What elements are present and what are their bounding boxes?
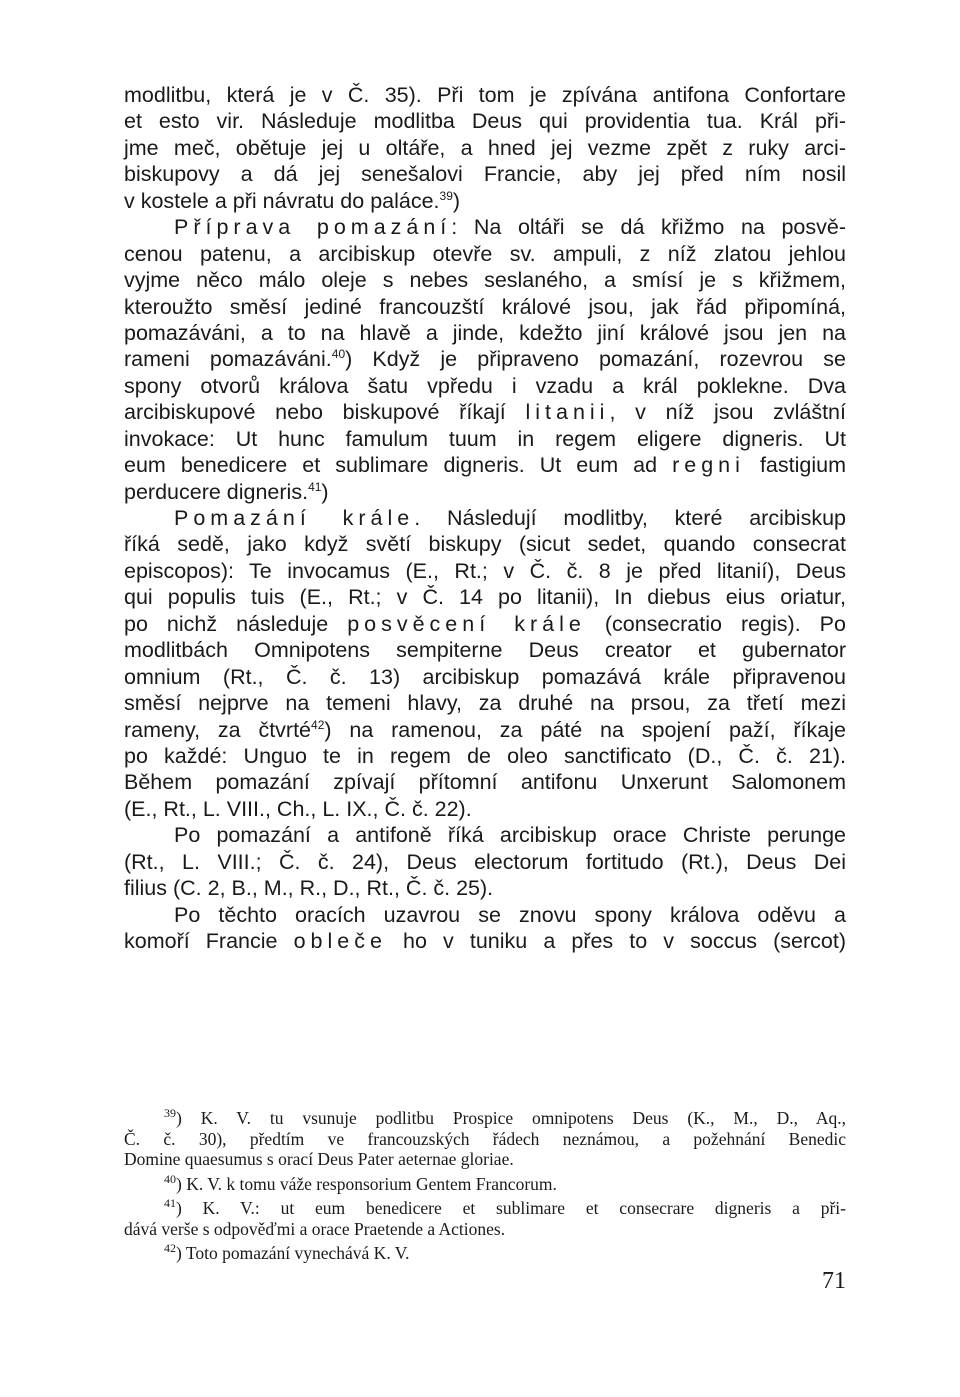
text-line: spony otvorů králova šatu vpředu i vzadu a král poklekne. Dva xyxy=(124,373,846,398)
text-line: perducere digneris.$^{41}$) xyxy=(124,479,329,504)
footnote-line: Domine quaesumus s orací Deus Pater aeternae gloriae. xyxy=(124,1149,514,1169)
footnote-ref: 41 xyxy=(308,479,322,494)
text-line: Příprava pomazání: Na oltáři se dá křižmo na posvě- xyxy=(174,215,846,240)
text-line: v kostele a při návratu do paláce.$^{39}$) xyxy=(124,188,461,213)
text-line: episcopos): Te invocamus (E., Rt.; v Č. č. 8 je před litanií), Deus xyxy=(124,558,846,583)
text-line: et esto vir. Následuje modlitba Deus qui providentia tua. Král při- xyxy=(124,109,846,134)
footnote-ref: 40 xyxy=(331,347,346,362)
footnotes xyxy=(124,1108,846,1264)
section-heading: Příprava pomazání xyxy=(174,215,452,240)
footnote-ref: 42 xyxy=(311,717,325,732)
text-line: cenou patenu, a arcibiskup otevře sv. ampuli, z níž zlatou jehlou xyxy=(124,241,846,266)
text-line: Po pomazání a antifoně říká arcibiskup orace Christe perunge xyxy=(174,823,846,848)
text-line: komoří Francie obleče ho v tuniku a přes to v soccus (sercot) xyxy=(124,929,846,953)
text-line: modlitbách Omnipotens sempiterne Deus creator et gubernator xyxy=(124,638,846,663)
footnote-39: $^{39}$) K. V. tu vsunuje podlitbu Prospice omnipotens Deus (K., M., D., Aq., xyxy=(164,1106,846,1128)
spaced-word: regni xyxy=(672,453,745,478)
footnote-number: 41 xyxy=(164,1196,176,1211)
text-line: qui populis tuis (E., Rt.; v Č. 14 po litanii), In diebus eius oriatur, xyxy=(124,585,846,610)
text-line: Po těchto oracích uzavrou se znovu spony králova oděvu a xyxy=(174,902,846,927)
footnote-line: Č. č. 30), předtím ve francouzských řádech neznámou, a požehnání Benedic xyxy=(124,1128,846,1149)
page-number: 71 xyxy=(822,1268,846,1294)
main-text xyxy=(124,82,846,954)
footnote-number: 40 xyxy=(164,1171,176,1186)
text-line: směsí nejprve na temeni hlavy, za druhé na prsou, za třetí mezi xyxy=(124,691,846,716)
spaced-word: obleče xyxy=(293,929,387,953)
text-line: rameny, za čtvrté$^{42}$) na ramenou, za páté na spojení paží, říkaje xyxy=(124,717,846,742)
footnote-41: $^{41}$) K. V.: ut eum benedicere et sublimare et consecrare digneris a při- xyxy=(164,1196,846,1218)
text-line: filius (C. 2, B., M., R., D., Rt., Č. č. 25). xyxy=(124,876,494,901)
text-line: říká sedě, jako když světí biskupy (sicut sedet, quando consecrat xyxy=(124,532,846,557)
text-line: vyjme něco málo oleje s nebes seslaného, a smísí je s křižmem, xyxy=(124,268,846,293)
text-line: modlitbu, která je v Č. 35). Při tom je zpívána antifona Confortare xyxy=(124,83,846,107)
text-line: Pomazání krále. Následují modlitby, které arcibiskup xyxy=(174,506,846,530)
spaced-word: litanii xyxy=(525,400,610,425)
text-line: pomazáváni, a to na hlavě a jinde, kdežto jiní králové jsou jen na xyxy=(124,320,846,345)
text-line: jme meč, obětuje jej u oltáře, a hned jej vezme zpět z ruky arci- xyxy=(124,135,846,160)
text-line: Během pomazání zpívají přítomní antifonu Unxerunt Salomonem xyxy=(124,770,846,795)
section-heading: Pomazání krále xyxy=(174,506,415,530)
text-line: rameni pomazáváni.$^{40}$) Když je připraveno pomazání, rozevrou se xyxy=(124,347,846,372)
text-line: (Rt., L. VIII.; Č. č. 24), Deus electorum fortitudo (Rt.), Deus Dei xyxy=(124,849,846,874)
footnote-number: 42 xyxy=(164,1241,176,1256)
footnote-42: $^{42}$) Toto pomazání vynechává K. V. xyxy=(164,1241,410,1263)
footnote-40: $^{40}$) K. V. k tomu váže responsorium Gentem Francorum. xyxy=(164,1171,557,1194)
text-line: (E., Rt., L. VIII., Ch., L. IX., Č. č. 22). xyxy=(124,796,472,821)
text-line: po každé: Unguo te in regem de oleo sanctificato (D., Č. č. 21). xyxy=(124,743,846,768)
text-line: eum benedicere et sublimare digneris. Ut eum ad regni fastigium xyxy=(124,453,846,478)
text-line: arcibiskupové nebo biskupové říkají litanii, v níž jsou zvláštní xyxy=(124,400,846,425)
text-line: po nichž následuje posvěcení krále (consecratio regis). Po xyxy=(124,611,846,636)
footnote-line: dává verše s odpověďmi a orace Praetende a Actiones. xyxy=(124,1218,506,1239)
footnote-number: 39 xyxy=(164,1106,176,1121)
spaced-word: posvěcení krále xyxy=(347,611,586,636)
text-line: biskupovy a dá jej senešalovi Francie, aby jej před ním nosil xyxy=(124,162,846,187)
text-line: invokace: Ut hunc famulum tuum in regem eligere digneris. Ut xyxy=(124,426,846,451)
text-line: kteroužto směsí jediné francouzští králové jsou, jak řád připomíná, xyxy=(124,294,846,319)
footnote-ref: 39 xyxy=(439,188,453,203)
text-line: omnium (Rt., Č. č. 13) arcibiskup pomazává krále připravenou xyxy=(124,664,846,689)
